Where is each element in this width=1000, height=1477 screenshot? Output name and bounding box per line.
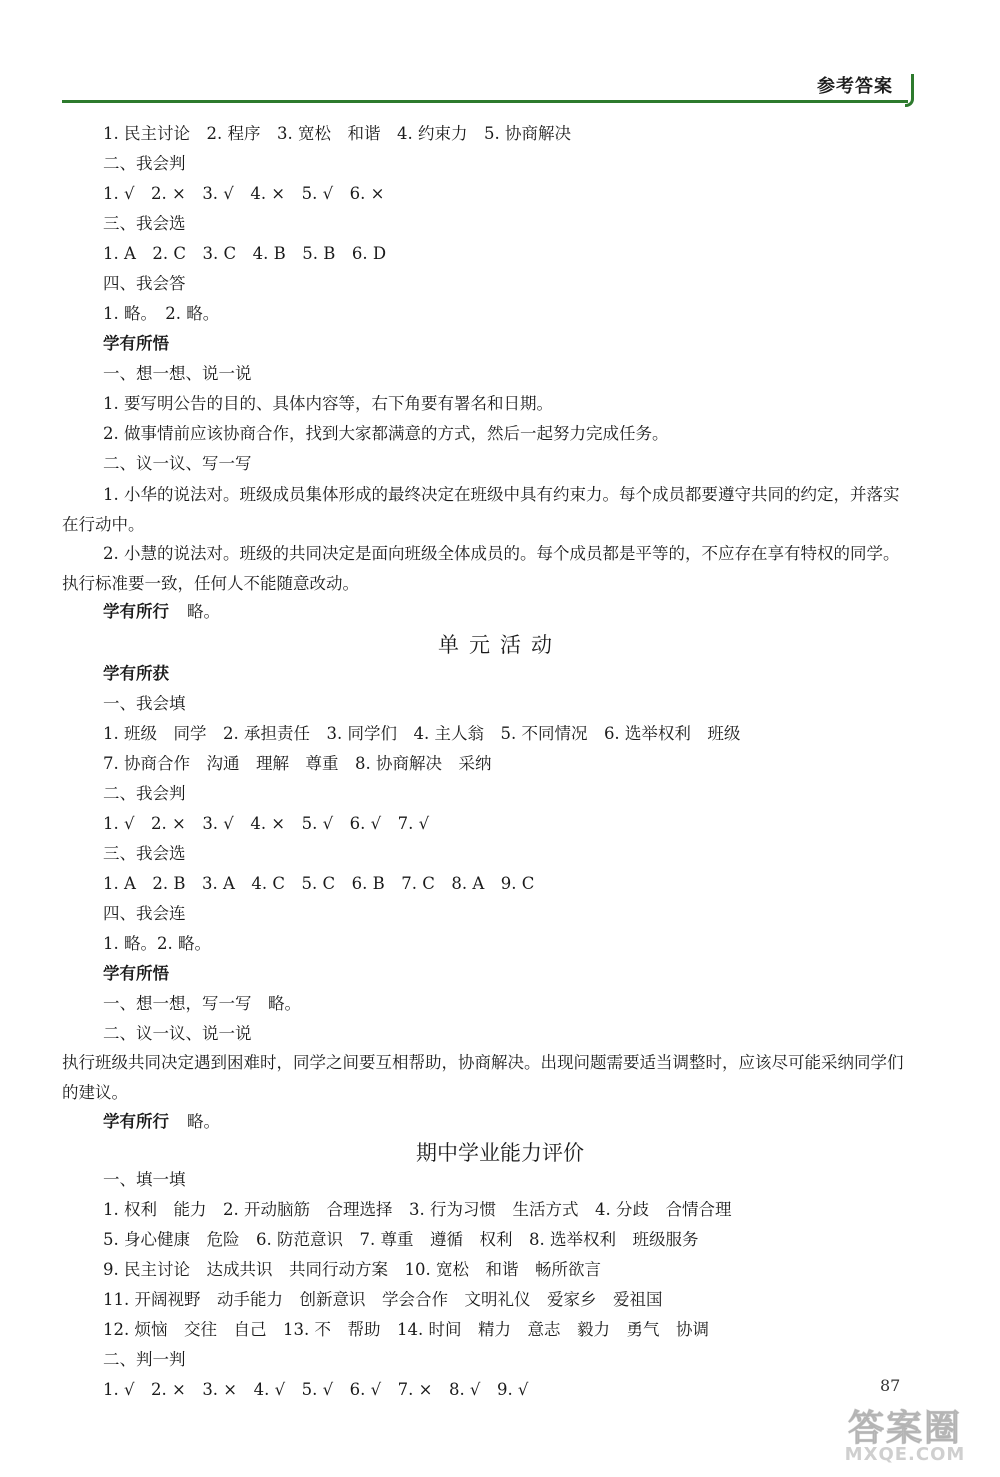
action-line	[103, 1108, 220, 1136]
subsection-heading: 四、我会答	[103, 274, 186, 293]
section-heading: 学有所悟	[103, 334, 169, 353]
answer-line: 1. 略。 2. 略。	[103, 304, 220, 323]
subsection-heading: 三、我会选	[103, 844, 186, 863]
answer-paragraph: 1. 小华的说法对。班级成员集体形成的最终决定在班级中具有约束力。每个成员都要遵守共同的约定，并落实在行动中。	[62, 485, 900, 534]
subsection-heading: 一、想一想，写一写 略。	[103, 994, 301, 1013]
subsection-heading: 二、我会判	[103, 154, 186, 173]
answer-paragraph: 2. 小慧的说法对。班级的共同决定是面向班级全体成员的。每个成员都是平等的，不应存在享有特权的同学。执行标准要一致，任何人不能随意改动。	[62, 544, 900, 593]
answer-line: 1. A 2. C 3. C 4. B 5. B 6. D	[103, 244, 387, 263]
header-rule	[62, 100, 908, 103]
answer-line: 5. 身心健康 危险 6. 防范意识 7. 尊重 遵循 权利 8. 选举权利 班级服务	[103, 1230, 699, 1249]
section-heading: 学有所悟	[103, 964, 169, 983]
subsection-heading: 一、填一填	[103, 1170, 186, 1189]
section-heading: 学有所获	[103, 664, 169, 683]
subsection-heading: 二、议一议、写一写	[103, 454, 252, 473]
watermark-url: MXQE.COM	[844, 1444, 966, 1465]
answer-line: 1. 权利 能力 2. 开动脑筋 合理选择 3. 行为习惯 生活方式 4. 分歧 合情合理	[103, 1200, 732, 1219]
answer-line: 1. √ 2. × 3. × 4. √ 5. √ 6. √ 7. × 8. √ 9. √	[103, 1380, 529, 1399]
subsection-heading: 二、我会判	[103, 784, 186, 803]
answer-line: 1. √ 2. × 3. √ 4. × 5. √ 6. ×	[103, 184, 385, 203]
subsection-heading: 一、想一想、说一说	[103, 364, 252, 383]
subsection-heading: 一、我会填	[103, 694, 186, 713]
answer-line: 1. 民主讨论 2. 程序 3. 宽松 和谐 4. 约束力 5. 协商解决	[103, 124, 571, 143]
action-label: 学有所行	[103, 1112, 169, 1131]
unit-activity-title: 单元活动	[438, 633, 562, 657]
subsection-heading: 三、我会选	[103, 214, 186, 233]
answer-line: 1. 班级 同学 2. 承担责任 3. 同学们 4. 主人翁 5. 不同情况 6. 选举权利 班级	[103, 724, 741, 743]
answer-paragraph: 执行班级共同决定遇到困难时，同学之间要互相帮助，协商解决。出现问题需要适当调整时，应该尽可能采纳同学们的建议。	[62, 1053, 904, 1102]
answer-line: 2. 做事情前应该协商合作，找到大家都满意的方式，然后一起努力完成任务。	[103, 424, 669, 443]
answer-line: 1. 略。2. 略。	[103, 934, 211, 953]
answer-line: 11. 开阔视野 动手能力 创新意识 学会合作 文明礼仪 爱家乡 爱祖国	[103, 1290, 663, 1309]
action-label: 学有所行	[103, 602, 169, 621]
answer-line: 1. 要写明公告的目的、具体内容等，右下角要有署名和日期。	[103, 394, 553, 413]
answer-line: 9. 民主讨论 达成共识 共同行动方案 10. 宽松 和谐 畅所欲言	[103, 1260, 601, 1279]
answer-line: 1. √ 2. × 3. √ 4. × 5. √ 6. √ 7. √	[103, 814, 430, 833]
action-text: 略。	[187, 1112, 220, 1131]
page-number: 87	[880, 1376, 901, 1395]
subsection-heading: 四、我会连	[103, 904, 186, 923]
watermark-text: 答案圈	[847, 1408, 962, 1449]
answer-line: 1. A 2. B 3. A 4. C 5. C 6. B 7. C 8. A 9. C	[103, 874, 535, 893]
watermark-logo	[820, 1400, 990, 1470]
section-tag: 参考答案	[800, 72, 910, 102]
subsection-heading: 二、议一议、说一说	[103, 1024, 252, 1043]
action-line	[103, 598, 220, 626]
answer-line: 12. 烦恼 交往 自己 13. 不 帮助 14. 时间 精力 意志 毅力 勇气 协调	[103, 1320, 709, 1339]
subsection-heading: 二、判一判	[103, 1350, 186, 1369]
action-text: 略。	[187, 602, 220, 621]
midterm-title: 期中学业能力评价	[416, 1141, 584, 1165]
answer-line: 7. 协商合作 沟通 理解 尊重 8. 协商解决 采纳	[103, 754, 492, 773]
